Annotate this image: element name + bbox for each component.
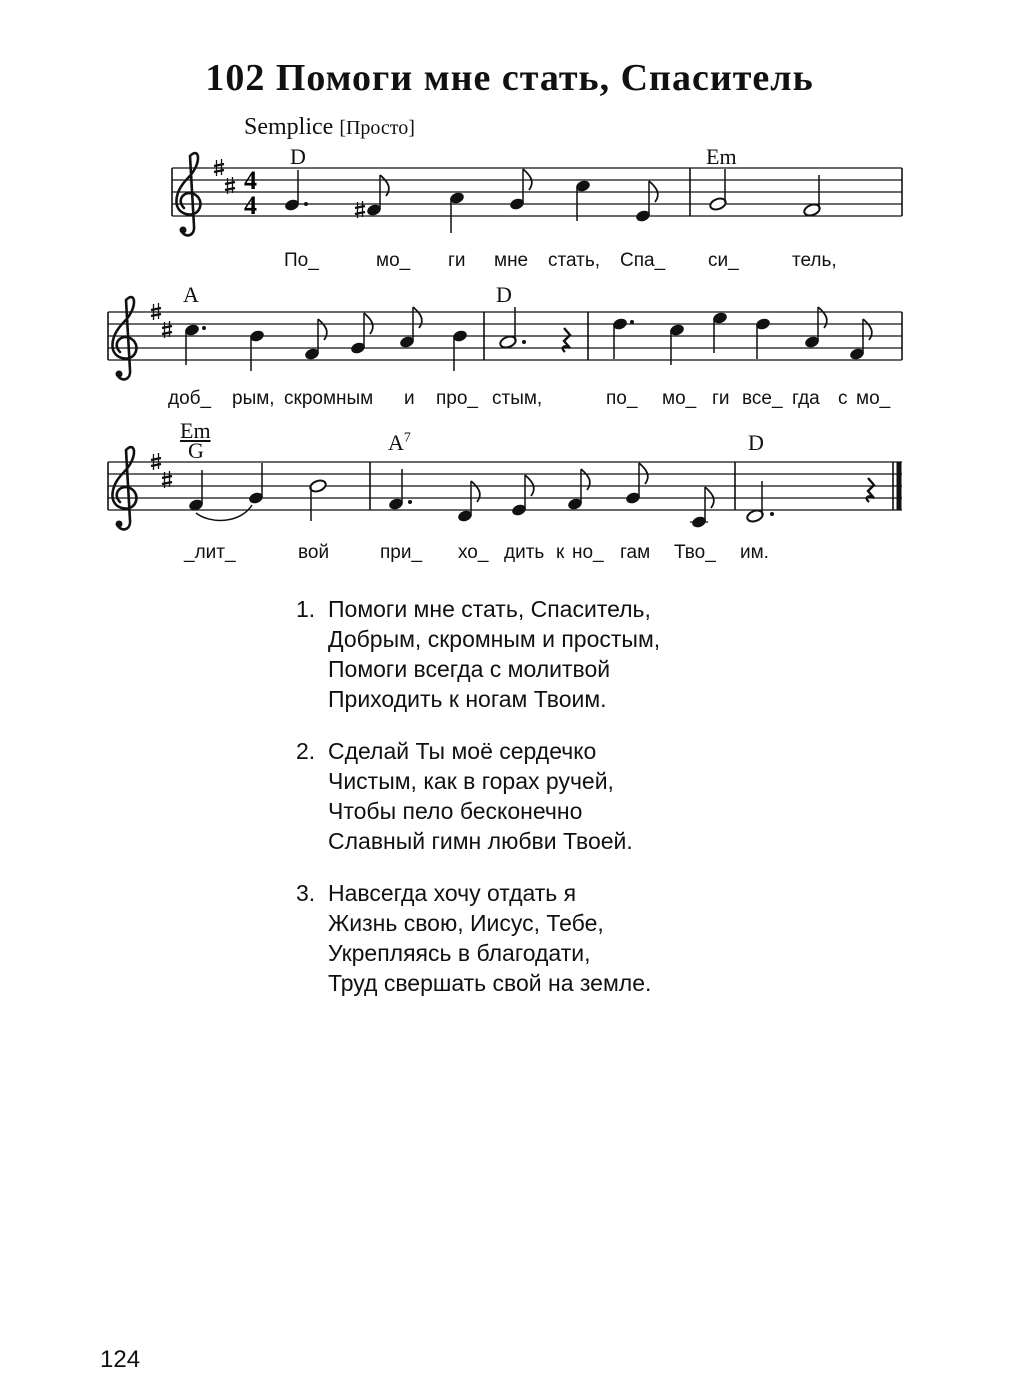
hymn-title: 102 Помоги мне стать, Спаситель [205,57,814,99]
lyric-syllable: гда [792,388,820,409]
lyric-syllable: им. [740,542,769,563]
svg-text:4: 4 [244,191,257,220]
verses-block [296,594,660,1020]
lyric-syllable: стать, [548,250,601,271]
verse-number: 1. [296,596,316,622]
lyric-syllable: дить [504,542,545,563]
staff-system-2 [108,297,902,379]
lyric-syllable: и [404,388,415,409]
lyric-syllable: но_ [572,542,604,563]
music-score [0,0,1019,600]
verse-3 [296,878,660,998]
lyric-syllable: мо_ [376,250,411,271]
lyric-syllable: по_ [606,388,638,409]
tempo-translation: [Просто] [339,117,415,139]
lyric-syllable: мо_ [662,388,697,409]
lyric-syllable: ги [448,250,466,271]
lyric-syllable: мне [494,250,529,271]
lyric-syllable: ги [712,388,730,409]
verse-1 [296,594,660,714]
verse-line: Труд свершать свой на земле. [328,970,652,996]
verse-2 [296,736,660,856]
chord-symbol: Em [180,418,211,443]
lyric-syllable: с [838,388,848,409]
verse-number: 3. [296,880,316,906]
verse-number: 2. [296,738,316,764]
lyric-syllable: По_ [284,250,319,271]
lyric-syllable: тель, [792,250,837,271]
verse-line: Чистым, как в горах ручей, [328,768,614,794]
lyric-syllable: Спа_ [620,250,666,271]
lyric-syllable: _лит_ [184,542,236,563]
lyric-syllable: стым, [492,388,543,409]
staff-system-1 [172,153,902,235]
lyric-syllable: при_ [380,542,423,563]
verse-line: Навсегда хочу отдать я [328,880,577,906]
lyric-syllable: доб_ [168,388,212,409]
chord-symbol: $A^7$ [388,430,411,455]
page-number: 124 [100,1346,141,1373]
chord-symbol: G [188,438,204,463]
lyric-syllable: вой [298,542,330,563]
tempo-italian: Semplice [244,114,334,140]
verse-line: Приходить к ногам Твоим. [328,686,607,712]
chord-symbol: A [183,282,199,307]
verse-line: Добрым, скромным и простым, [328,626,661,652]
verse-line: Сделай Ты моё сердечко [328,738,597,764]
verse-line: Помоги всегда с молитвой [328,656,611,682]
lyric-syllable: все_ [742,388,783,409]
lyric-syllable: скромным [284,388,374,409]
svg-text:4: 4 [244,166,257,195]
lyric-syllable: гам [620,542,651,563]
lyric-syllable: рым, [232,388,275,409]
chord-symbol: Em [706,144,737,169]
lyric-syllable: мо_ [856,388,891,409]
lyric-syllable: хо_ [458,542,489,563]
chord-symbol: D [290,144,306,169]
lyric-syllable: про_ [436,388,478,409]
verse-line: Жизнь свою, Иисус, Тебе, [328,910,604,936]
staff-system-3 [108,447,902,529]
chord-symbol: D [496,282,512,307]
verse-line: Славный гимн любви Твоей. [328,828,633,854]
verse-line: Укрепляясь в благодати, [328,940,591,966]
lyric-syllable: к [556,542,565,563]
verse-line: Помоги мне стать, Спаситель, [328,596,651,622]
verse-line: Чтобы пело бесконечно [328,798,583,824]
lyric-syllable: си_ [708,250,739,271]
chord-symbol: D [748,430,764,455]
lyric-syllable: Тво_ [674,542,716,563]
